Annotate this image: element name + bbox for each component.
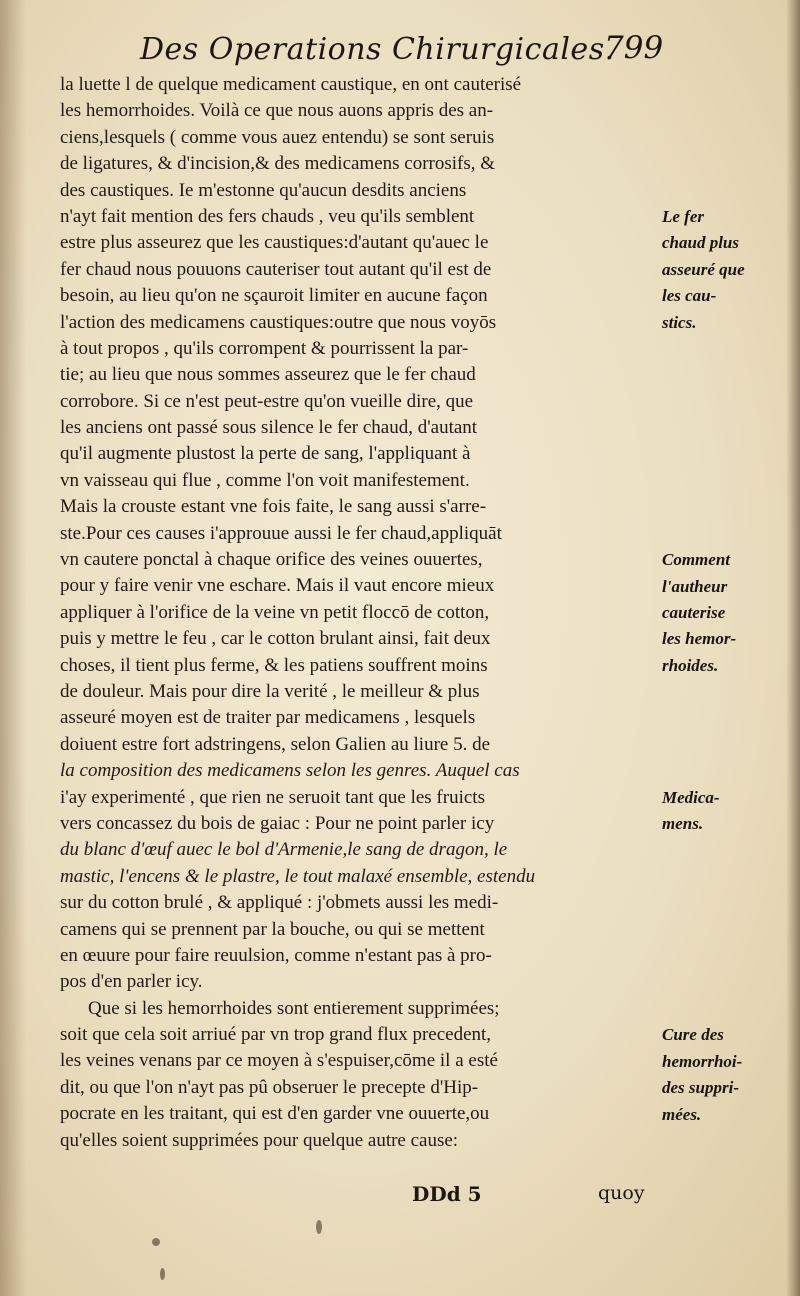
margin-note [662,1022,742,1128]
running-title: Des Operations Chirurgicales. [140,32,615,67]
text-line: la composition des medicamens selon les genres. Auquel cas [60,760,520,782]
text-line: Que si les hemorrhoides sont entierement supprimées; [88,997,500,1019]
text-line: tie; au lieu que nous sommes asseurez que le fer chaud [60,364,476,386]
signature-mark: DDd 5 [412,1182,482,1206]
text-line: n'ayt fait mention des fers chauds , veu qu'ils semblent [60,205,475,227]
text-line: la luette l de quelque medicament caustique, en ont cauterisé [60,74,522,95]
text-line: asseuré moyen est de traiter par medicamens , lesquels [60,707,476,729]
text-line: du blanc d'œuf auec le bol d'Armenie,le sang de dragon, le [60,839,508,861]
text-line: besoin, au lieu qu'on ne sçauroit limiter en aucune façon [60,285,488,307]
page-header [0,26,800,70]
text-line: en œuure pour faire reuulsion, comme n'estant pas à pro- [60,944,492,966]
text-line: vn cautere ponctal à chaque orifice des veines ouuertes, [60,549,483,571]
text-line: pocrate en les traitant, qui est d'en garder vne ouuerte,ou [60,1103,490,1125]
margin-note-line: les cau- [662,286,717,306]
text-line: estre plus asseurez que les caustiques:d'autant qu'auec le [60,232,489,254]
margin-note [662,204,745,336]
text-line: choses, il tient plus ferme, & les patiens souffrent moins [60,654,488,676]
text-line: qu'il augmente plustost la perte de sang, l'appliquant à [60,443,471,465]
text-line: les veines venans par ce moyen à s'espuiser,cōme il a esté [60,1050,498,1072]
text-line: dit, ou que l'on n'ayt pas pû obseruer le precepte d'Hip- [60,1076,479,1098]
text-line: des caustiques. Ie m'estonne qu'aucun desdits anciens [60,179,467,201]
margin-note-line: Cure des [662,1025,724,1045]
page-edge [786,0,800,1296]
text-line: soit que cela soit arriué par vn trop grand flux precedent, [60,1024,492,1046]
text-line: vers concassez du bois de gaiac : Pour ne point parler icy [60,812,495,834]
text-line: camens qui se prennent par la bouche, ou qui se mettent [60,918,485,940]
page-footer [0,1182,800,1222]
margin-note-line: Medica- [662,787,720,807]
text-line: les anciens ont passé sous silence le fer chaud, d'autant [60,417,478,439]
text-line: appliquer à l'orifice de la veine vn petit floccō de cotton, [60,601,490,623]
margin-note-line: rhoides. [662,655,719,675]
text-line: qu'elles soient supprimées pour quelque autre cause: [60,1129,459,1151]
text-line: les hemorrhoides. Voilà ce que nous auons appris des an- [60,100,494,122]
text-line: vn vaisseau qui flue , comme l'on voit manifestement. [60,469,470,491]
text-line: fer chaud nous pouuons cauteriser tout autant qu'il est de [60,258,492,280]
text-line: l'action des medicamens caustiques:outre que nous voyōs [60,311,497,333]
text-line: doiuent estre fort adstringens, selon Galien au liure 5. de [60,733,491,755]
text-line: i'ay experimenté , que rien ne seruoit tant que les fruicts [60,786,485,808]
margin-note-line: les hemor- [662,629,737,649]
text-line: Mais la crouste estant vne fois faite, le sang aussi s'arre- [60,496,487,518]
margin-note [662,547,736,679]
page-number: 799 [604,30,664,66]
text-line: corrobore. Si ce n'est peut-estre qu'on vueille dire, que [60,390,474,412]
text-line: pos d'en parler icy. [60,971,203,993]
margin-note-line: stics. [662,312,697,332]
text-line: à tout propos , qu'ils corrompent & pourrissent la par- [60,337,469,359]
margin-note-line: l'autheur [662,576,728,596]
body-text [60,72,665,1154]
margin-note-line: chaud plus [662,233,739,253]
text-line: puis y mettre le feu , car le cotton brulant ainsi, fait deux [60,628,491,650]
margin-note [662,785,720,838]
text-line: ste.Pour ces causes i'approuue aussi le fer chaud,appliquāt [60,522,502,544]
text-line: sur du cotton brulé , & appliqué : j'obmets aussi les medi- [60,892,499,914]
text-line: mastic, l'encens & le plastre, le tout malaxé ensemble, estendu [60,865,536,887]
ink-smudge [152,1238,160,1246]
ink-smudge [316,1220,322,1234]
margin-note-line: des suppri- [662,1078,739,1098]
text-line: ciens,lesquels ( comme vous auez entendu) se sont seruis [60,126,495,148]
text-line: de douleur. Mais pour dire la verité , le meilleur & plus [60,680,480,702]
ink-smudge [160,1268,165,1280]
margin-note-line: hemorrhoi- [662,1051,743,1071]
catchword: quoy [598,1182,645,1204]
margin-note-line: Le fer [662,207,705,226]
margin-note-line: cauterise [662,602,726,622]
text-line: pour y faire venir vne eschare. Mais il vaut encore mieux [60,575,495,597]
margin-note-line: asseuré que [662,259,745,279]
margin-note-line: mens. [662,814,704,834]
margin-note-line: Comment [662,550,731,570]
margin-note-line: mées. [662,1104,702,1124]
text-line: de ligatures, & d'incision,& des medicamens corrosifs, & [60,153,496,175]
binding-shadow [0,0,26,1296]
